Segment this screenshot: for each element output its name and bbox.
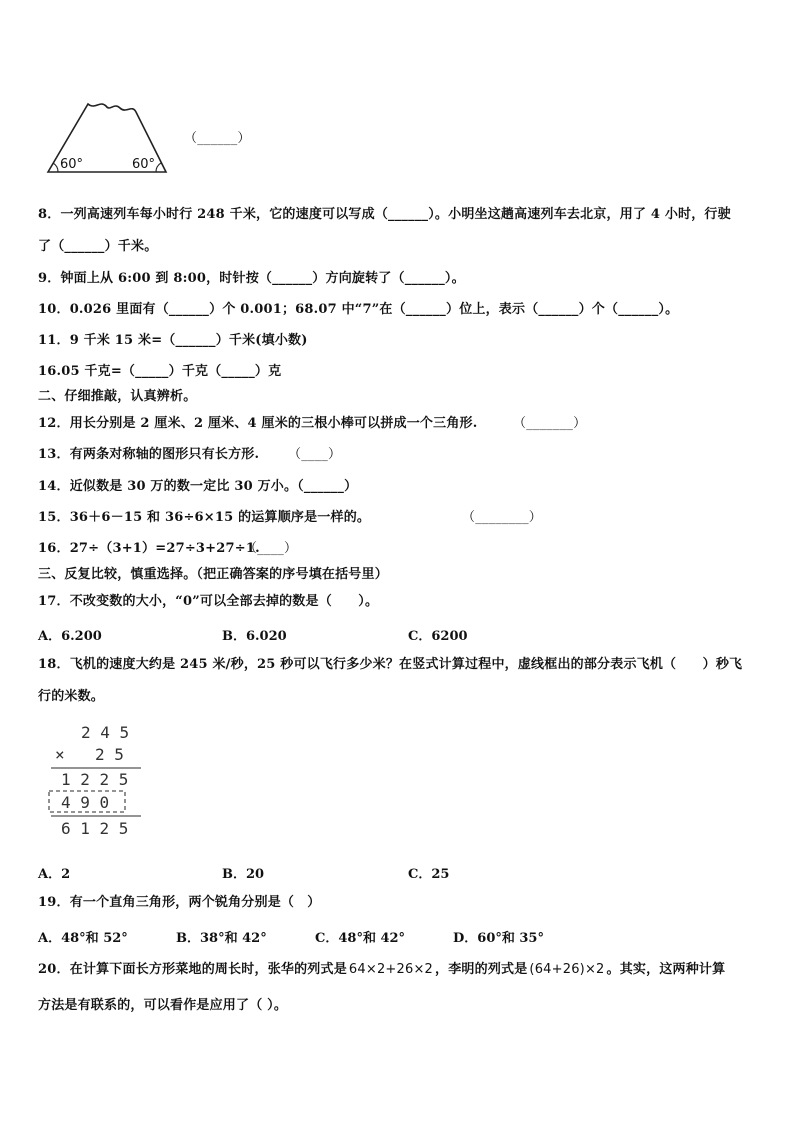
calc-partial-product-2: 4 9 0	[61, 793, 110, 812]
section-2-heading: 二、仔细推敲，认真辨析。	[38, 389, 197, 404]
q17-option-c: C．6200	[408, 629, 468, 644]
q10-text: 10．0.026 里面有（______）个 0.001；68.07 中“7”在（______）位上，表示（______）个（______）。	[38, 302, 679, 317]
calc-result: 6 1 2 5	[61, 819, 129, 838]
q20-text-part2: ，李明的列式是	[435, 962, 528, 977]
q8-line2: 了（______）千米。	[38, 239, 158, 254]
q16-blank: （____）	[244, 541, 298, 556]
section-3-heading: 三、反复比较，慎重选择。（把正确答案的序号填在括号里）	[38, 567, 388, 582]
q17-text: 17．不改变数的大小，“0”可以全部去掉的数是（ ）。	[38, 594, 379, 609]
calc-row-multiplicand: 2 4 5	[81, 723, 130, 742]
calc-times-sign: ×	[55, 745, 65, 764]
q20-text-part3: 。其实，这两种计算	[606, 962, 726, 977]
angle-arc-right	[156, 163, 161, 172]
q14-text: 14．近似数是 30 万的数一定比 30 万小。（______）	[38, 479, 358, 494]
q13-blank: （____）	[288, 447, 342, 462]
calc-row-multiplier: 2 5	[95, 745, 124, 764]
angle-label-left: 60°	[60, 157, 84, 172]
q20-text-part1: 20．在计算下面长方形菜地的周长时，张华的列式是	[38, 962, 347, 977]
q9-text: 9．钟面上从 6:00 到 8:00，时针按（______）方向旋转了（______）。	[38, 271, 465, 286]
q18-option-c: C．25	[408, 867, 450, 882]
q20-line2: 方法是有联系的，可以看作是应用了（ ）。	[38, 998, 288, 1013]
angle-label-right: 60°	[132, 157, 156, 172]
vertical-multiplication-figure	[45, 720, 155, 840]
torn-triangle-figure	[40, 98, 175, 176]
q20-formula-liming: (64+26)×2	[529, 962, 605, 977]
q12-blank: （_______）	[513, 416, 587, 431]
q18-line1: 18．飞机的速度大约是 245 米/秒，25 秒可以飞行多少米？在竖式计算过程中，虚线框出的部分表示飞机（ ）秒飞	[38, 657, 743, 672]
q11-line1: 11．9 千米 15 米=（______）千米(填小数)	[38, 333, 308, 348]
q15-blank: （________）	[462, 510, 542, 525]
q19-option-b: B．38°和 42°	[176, 931, 267, 946]
q19-option-c: C．48°和 42°	[315, 931, 406, 946]
calc-partial-product-1: 1 2 2 5	[61, 770, 129, 789]
angle-arc-left	[53, 163, 58, 172]
figure7-answer-blank: （______）	[184, 131, 251, 146]
q19-text: 19．有一个直角三角形，两个锐角分别是（ ）	[38, 895, 321, 910]
q18-option-b: B．20	[222, 867, 265, 882]
q17-option-b: B．6.020	[222, 629, 287, 644]
q17-option-a: A．6.200	[38, 629, 102, 644]
q18-line2: 行的米数。	[38, 689, 105, 704]
q11-line2: 16.05 千克=（_____）千克（_____）克	[38, 364, 282, 379]
q20-line1	[38, 961, 725, 979]
q16-text: 16．27÷（3+1）=27÷3+27÷1.	[38, 541, 260, 556]
q8-line1: 8．一列高速列车每小时行 248 千米，它的速度可以写成（______）。小明坐这趟高速列车去北京，用了 4 小时，行驶	[38, 207, 731, 222]
q20-formula-zhanghua: 64×2+26×2	[348, 962, 434, 977]
q12-text: 12．用长分别是 2 厘米、2 厘米、4 厘米的三根小棒可以拼成一个三角形.	[38, 416, 478, 431]
q19-option-d: D．60°和 35°	[453, 931, 544, 946]
q15-text: 15．36＋6－15 和 36÷6×15 的运算顺序是一样的。	[38, 510, 371, 525]
q18-option-a: A．2	[38, 867, 71, 882]
q13-text: 13．有两条对称轴的图形只有长方形.	[38, 447, 260, 462]
q19-option-a: A．48°和 52°	[38, 931, 128, 946]
